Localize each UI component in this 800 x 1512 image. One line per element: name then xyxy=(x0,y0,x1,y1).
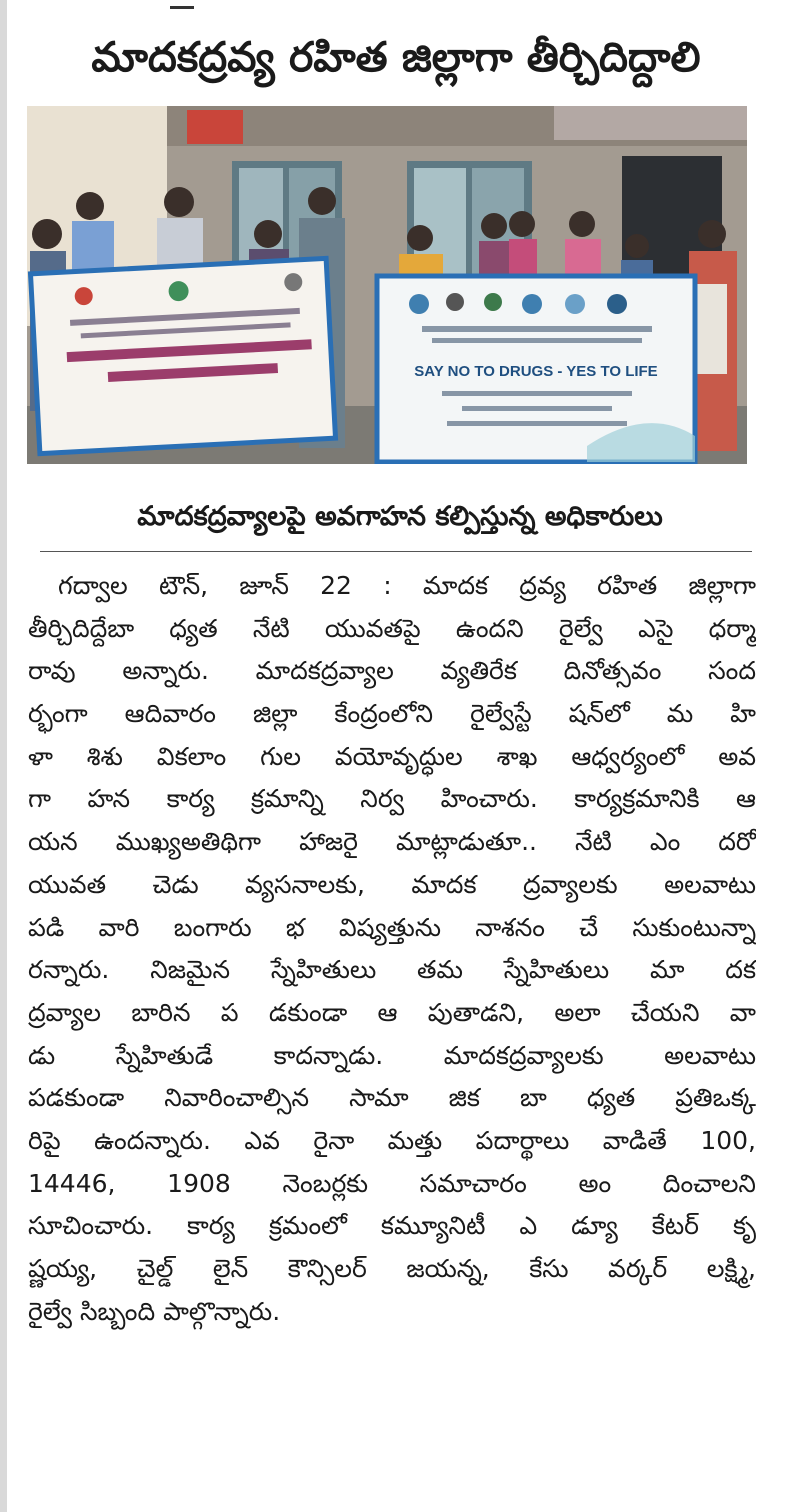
previous-article-fragment xyxy=(170,0,194,9)
page-margin-rule xyxy=(0,0,7,1512)
body-line: ష్ణయ్య, చైల్డ్ లైన్ కౌన్సిలర్ జయన్న, కేసు వర్కర్ లక్ష్మి, xyxy=(28,1254,756,1283)
body-line: 14446, 1908 నెంబర్లకు సమాచారం అం దించాలని xyxy=(28,1168,756,1198)
body-line: గా హన కార్య క్రమాన్ని నిర్వ హించారు. కార్యక్రమానికి ఆ xyxy=(28,784,756,814)
headline: మాదకద్రవ్య రహిత జిల్లాగా తీర్చిదిద్దాలి xyxy=(91,33,701,81)
body-line: రైల్వే సిబ్బంది పాల్గొన్నారు. xyxy=(28,1296,281,1326)
body-line: పడకుండా నివారించాల్సిన సామా జిక బా ధ్యత ప్రతిఒక్క xyxy=(28,1083,756,1113)
body-line: సూచించారు. కార్య క్రమంలో కమ్యూనిటీ ఎ డ్యూ కేటర్ కృ xyxy=(28,1211,756,1241)
body-line: ర్భంగా ఆదివారం జిల్లా కేంద్రంలోని రైల్వేస్టే షన్‌లో మ హి xyxy=(28,699,756,729)
body-line: రావు అన్నారు. మాదకద్రవ్యాల వ్యతిరేక దినోత్సవం సంద xyxy=(28,656,756,686)
article-body xyxy=(28,565,756,1505)
body-line: ద్రవ్యాల బారిన ప డకుండా ఆ పుతాడని, అలా చేయని వా xyxy=(28,997,756,1027)
body-line: తీర్చిదిద్దేబా ధ్యత నేటి యువతపై ఉందని రైల్వే ఎసై ధర్మా xyxy=(28,613,756,643)
banner-slogan: SAY NO TO DRUGS - YES TO LIFE xyxy=(414,363,658,380)
body-line: పడి వారి బంగారు భ విష్యత్తును నాశనం చే సుకుంటున్నా xyxy=(28,912,756,942)
body-line: డు స్నేహితుడే కాదన్నాడు. మాదకద్రవ్యాలకు అలవాటు xyxy=(28,1040,756,1070)
news-photo xyxy=(27,106,747,464)
body-line: గద్వాల టౌన్, జూన్ 22 : మాదక ద్రవ్య రహిత జిల్లాగా xyxy=(58,571,756,600)
body-line: ళా శిశు వికలాం గుల వయోవృద్ధుల శాఖ ఆధ్వర్యంలో అవ xyxy=(28,741,756,771)
body-line: యువత చెడు వ్యసనాలకు, మాదక ద్రవ్యాలకు అలవాటు xyxy=(28,869,756,899)
body-line: రిపై ఉందన్నారు. ఎవ రైనా మత్తు పదార్థాలు వాడితే 100, xyxy=(28,1125,756,1155)
body-line: రన్నారు. నిజమైన స్నేహితులు తమ స్నేహితులు మా దక xyxy=(28,955,756,985)
caption-divider xyxy=(40,551,752,552)
photo-caption: మాదకద్రవ్యాలపై అవగాహన కల్పిస్తున్న అధికారులు xyxy=(137,501,663,532)
body-line: యన ముఖ్యఅతిథిగా హాజరై మాట్లాడుతూ.. నేటి ఎం దరో xyxy=(28,827,756,857)
